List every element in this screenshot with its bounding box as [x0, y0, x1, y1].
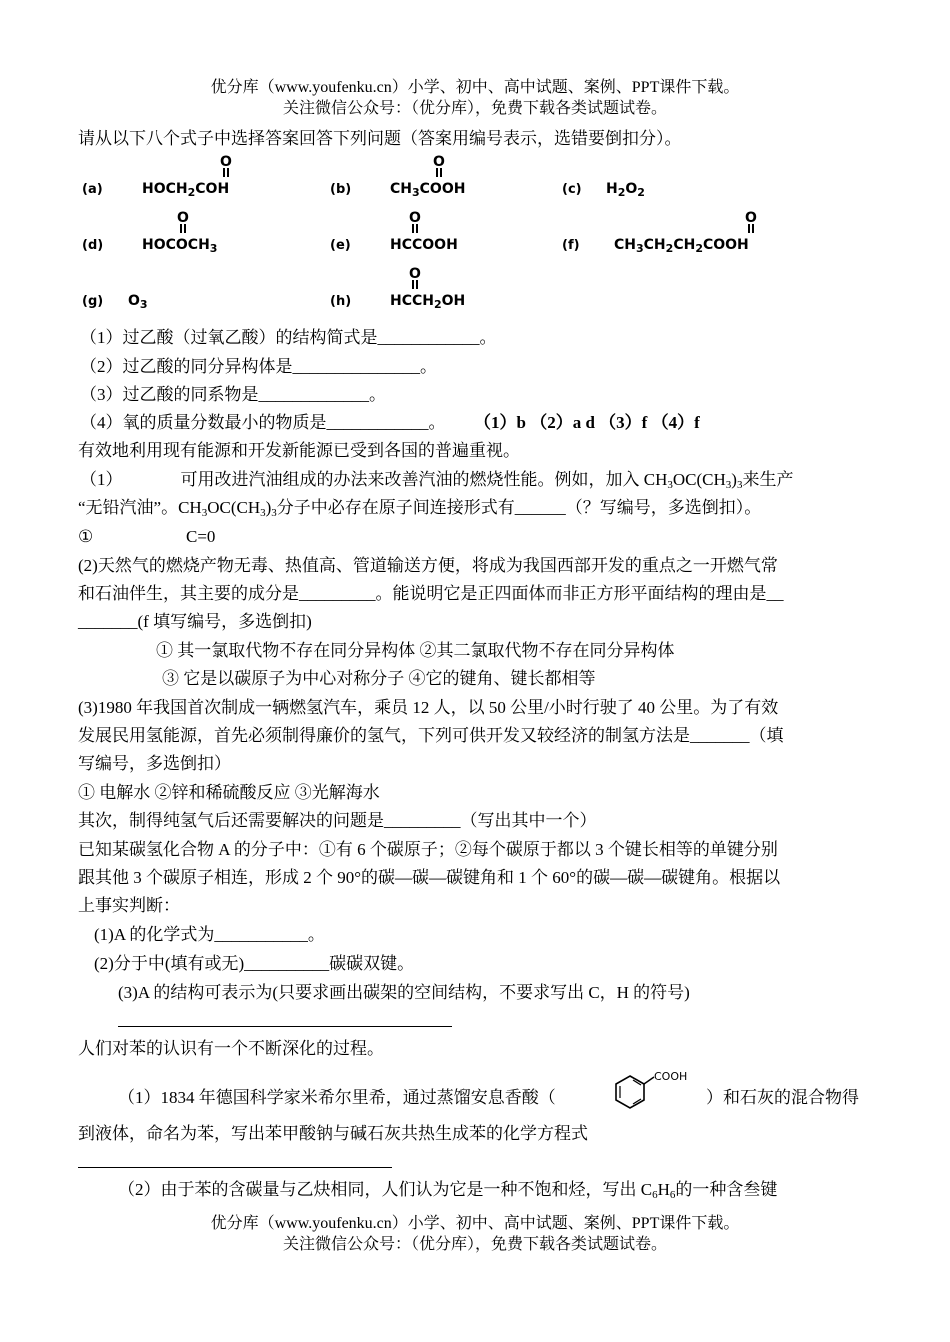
q2-p1-option-text: C=0 [186, 527, 216, 546]
q2-p3-next: 其次，制得纯氢气后还需要解决的问题是_________（写出其中一个） [78, 811, 597, 830]
formula-f-sub: 3 [636, 242, 644, 255]
q4-p2-text: （2）由于苯的含碳量与乙炔相同，人们认为它是一种不饱和烃，写出 C [118, 1180, 653, 1199]
q2-p2-line2: 和石油伴生，其主要的成分是_________。能说明它是正四面体而非正方形平面结构的理由是__ [78, 584, 784, 603]
substituent-bond [644, 1077, 654, 1084]
subscript: 3 [667, 479, 673, 491]
carbonyl-o: O [220, 154, 232, 170]
formula-d-sub: 3 [209, 242, 218, 255]
q3-line3: 上事实判断： [78, 896, 180, 915]
q1-item-4: （4）氧的质量分数最小的物质是____________。 [80, 413, 446, 432]
q2-p1-option-marker: ① [78, 527, 94, 546]
formula-b-part: CH [390, 181, 412, 197]
subscript: 3 [260, 507, 266, 519]
q2-p1-text: “无铅汽油”。CH [78, 498, 202, 517]
formula-c-label: (c) [562, 182, 582, 197]
q2-p1-text: 来生产 [742, 470, 794, 489]
q1-item-2: （2）过乙酸的同分异构体是_______________。 [80, 357, 437, 376]
formula-e-carbonyl [408, 212, 422, 233]
formula-b [390, 181, 465, 197]
formula-f-carbonyl [744, 212, 758, 233]
formula-f-sub: 2 [665, 242, 674, 255]
formula-d [142, 237, 217, 253]
carbonyl-o: O [409, 210, 421, 226]
formula-f-label: (f) [562, 238, 580, 253]
formula-g-label: (g) [82, 294, 104, 309]
q2-p3-line1: (3)1980 年我国首次制成一辆燃氢汽车，乘员 12 人，以 50 公里/小时行驶了 40 公里。为了有效 [78, 698, 779, 717]
q4-answer-line [78, 1167, 392, 1168]
q2-p1-text: OC(CH [672, 470, 726, 489]
q2-p1-text: ) [265, 498, 272, 517]
formula-f-part: CH [643, 237, 666, 253]
formula-a-part: COH [195, 181, 230, 197]
formula-f-part: COOH [702, 237, 749, 253]
formula-b-sub: 3 [412, 186, 420, 199]
q2-p1-line1 [80, 469, 793, 491]
q4-p1-line1b: ）和石灰的混合物得 [706, 1088, 859, 1107]
subscript: 3 [725, 479, 732, 491]
formula-f-sub: 2 [695, 242, 703, 255]
q4-p2-text: H [657, 1180, 670, 1199]
formula-h-carbonyl [408, 268, 422, 289]
formula-c-part: O [625, 181, 638, 197]
formula-d-part: HOCOCH [142, 237, 210, 253]
q2-p1-line2 [78, 497, 761, 519]
q3-line1: 已知某碳氢化合物 A 的分子中：①有 6 个碳原子；②每个碳原于都以 3 个键长相等的单键分别 [78, 840, 778, 859]
benzoic-acid-structure [606, 1064, 706, 1114]
header-line-1: 优分库（www.youfenku.cn）小学、初中、高中试题、案例、PPT课件下载。 [210, 79, 740, 96]
formula-f-part: CH [673, 237, 696, 253]
q2-p3-options: ① 电解水 ②锌和稀硫酸反应 ③光解海水 [78, 783, 380, 802]
formula-a [142, 181, 229, 197]
subscript: 3 [201, 507, 208, 519]
q2-p2-options-1: ① 其一氯取代物不存在同分异构体 ②其二氯取代物不存在同分异构体 [156, 641, 675, 660]
q2-p1-number: （1） [80, 470, 123, 489]
header-line-2: 关注微信公众号：（优分库），免费下载各类试题试卷。 [282, 100, 667, 117]
q3-item-3: (3)A 的结构可表示为(只要求画出碳架的空间结构，不要求写出 C，H 的符号) [118, 983, 690, 1002]
q2-p2-line1: (2)天然气的燃烧产物无毒、热值高、管道输送方便，将成为我国西部开发的重点之一开燃气常 [78, 556, 778, 575]
formula-h-part: HCCH [390, 293, 434, 309]
formula-b-carbonyl [432, 156, 446, 177]
formula-g-part: O [128, 293, 140, 309]
q2-intro: 有效地利用现有能源和开发新能源已受到各国的普遍重视。 [78, 441, 520, 460]
formula-a-sub: 2 [187, 186, 196, 199]
formula-e: HCCOOH [390, 237, 458, 253]
q2-p2-options-2: ③ 它是以碳原子为中心对称分子 ④它的键角、键长都相等 [162, 669, 596, 688]
benzoic-cooh-label: COOH [654, 1070, 688, 1083]
subscript: 3 [271, 507, 277, 519]
q2-p1-text: 可用改进汽油组成的办法来改善汽油的燃烧性能。例如，加入 CH [180, 470, 668, 489]
formula-h [390, 293, 465, 309]
q2-p3-line3: 写编号，多选倒扣） [78, 754, 231, 773]
carbonyl-o: O [433, 154, 445, 170]
carbonyl-o: O [745, 210, 757, 226]
formula-b-part: COOH [419, 181, 466, 197]
q2-p1-text: OC(CH [207, 498, 261, 517]
subscript: 3 [736, 479, 743, 491]
formula-h-part: OH [441, 293, 466, 309]
formula-c-part: H [606, 181, 618, 197]
q2-p3-line2: 发展民用氢能源，首先必须制得廉价的氢气，下列可供开发又较经济的制氢方法是_______（填 [78, 726, 784, 745]
q1-item-1: （1）过乙酸（过氧乙酸）的结构简式是____________。 [80, 328, 497, 347]
q1-answers: （1）b （2）a d （3）f （4）f [474, 413, 700, 432]
formula-d-carbonyl [176, 212, 190, 233]
q2-p1-text: ) [731, 470, 737, 489]
q3-answer-line [118, 1026, 452, 1027]
formula-f [614, 237, 749, 253]
formula-b-label: (b) [330, 182, 352, 197]
q4-p2-line1 [118, 1179, 777, 1201]
formula-c-sub: 2 [637, 186, 645, 199]
q4-p1-line2: 到液体，命名为苯，写出苯甲酸钠与碱石灰共热生成苯的化学方程式 [78, 1124, 588, 1143]
q3-item-2: (2)分于中(填有或无)__________碳碳双键。 [94, 954, 415, 973]
formula-c-sub: 2 [617, 186, 626, 199]
footer-line-2: 关注微信公众号：（优分库），免费下载各类试题试卷。 [282, 1236, 667, 1253]
q3-item-1: (1)A 的化学式为___________。 [94, 925, 325, 944]
formula-g [128, 293, 148, 309]
carbonyl-o: O [177, 210, 189, 226]
formula-a-carbonyl [219, 156, 233, 177]
q2-p2-line3: _______(f 填写编号，多选倒扣) [78, 612, 312, 631]
q4-p2-text: 的一种含叁键 [675, 1180, 778, 1199]
formula-h-label: (h) [330, 294, 352, 309]
formula-a-label: (a) [82, 182, 103, 197]
formula-h-sub: 2 [433, 298, 442, 311]
q1-intro: 请从以下八个式子中选择答案回答下列问题（答案用编号表示，选错要倒扣分）。 [78, 129, 682, 148]
formula-d-label: (d) [82, 238, 104, 253]
subscript: 6 [652, 1189, 658, 1201]
formula-g-sub: 3 [139, 298, 148, 311]
formula-a-part: HOCH [142, 181, 188, 197]
formula-f-part: CH [614, 237, 636, 253]
formula-e-label: (e) [330, 238, 351, 253]
q3-line2: 跟其他 3 个碳原子相连，形成 2 个 90°的碳—碳—碳键角和 1 个 60°的碳—碳—碳键角。根据以 [78, 868, 781, 887]
q4-intro: 人们对苯的认识有一个不断深化的过程。 [78, 1039, 384, 1058]
carbonyl-o: O [409, 266, 421, 282]
formula-c [606, 181, 645, 197]
subscript: 6 [669, 1189, 676, 1201]
q4-p1-line1a: （1）1834 年德国科学家米希尔里希，通过蒸馏安息香酸（ [118, 1088, 556, 1107]
q2-p1-text: 分子中必存在原子间连接形式有______（？写编号，多选倒扣）。 [276, 498, 762, 517]
q1-item-3: （3）过乙酸的同系物是_____________。 [80, 385, 386, 404]
footer-line-1: 优分库（www.youfenku.cn）小学、初中、高中试题、案例、PPT课件下载。 [210, 1215, 740, 1232]
